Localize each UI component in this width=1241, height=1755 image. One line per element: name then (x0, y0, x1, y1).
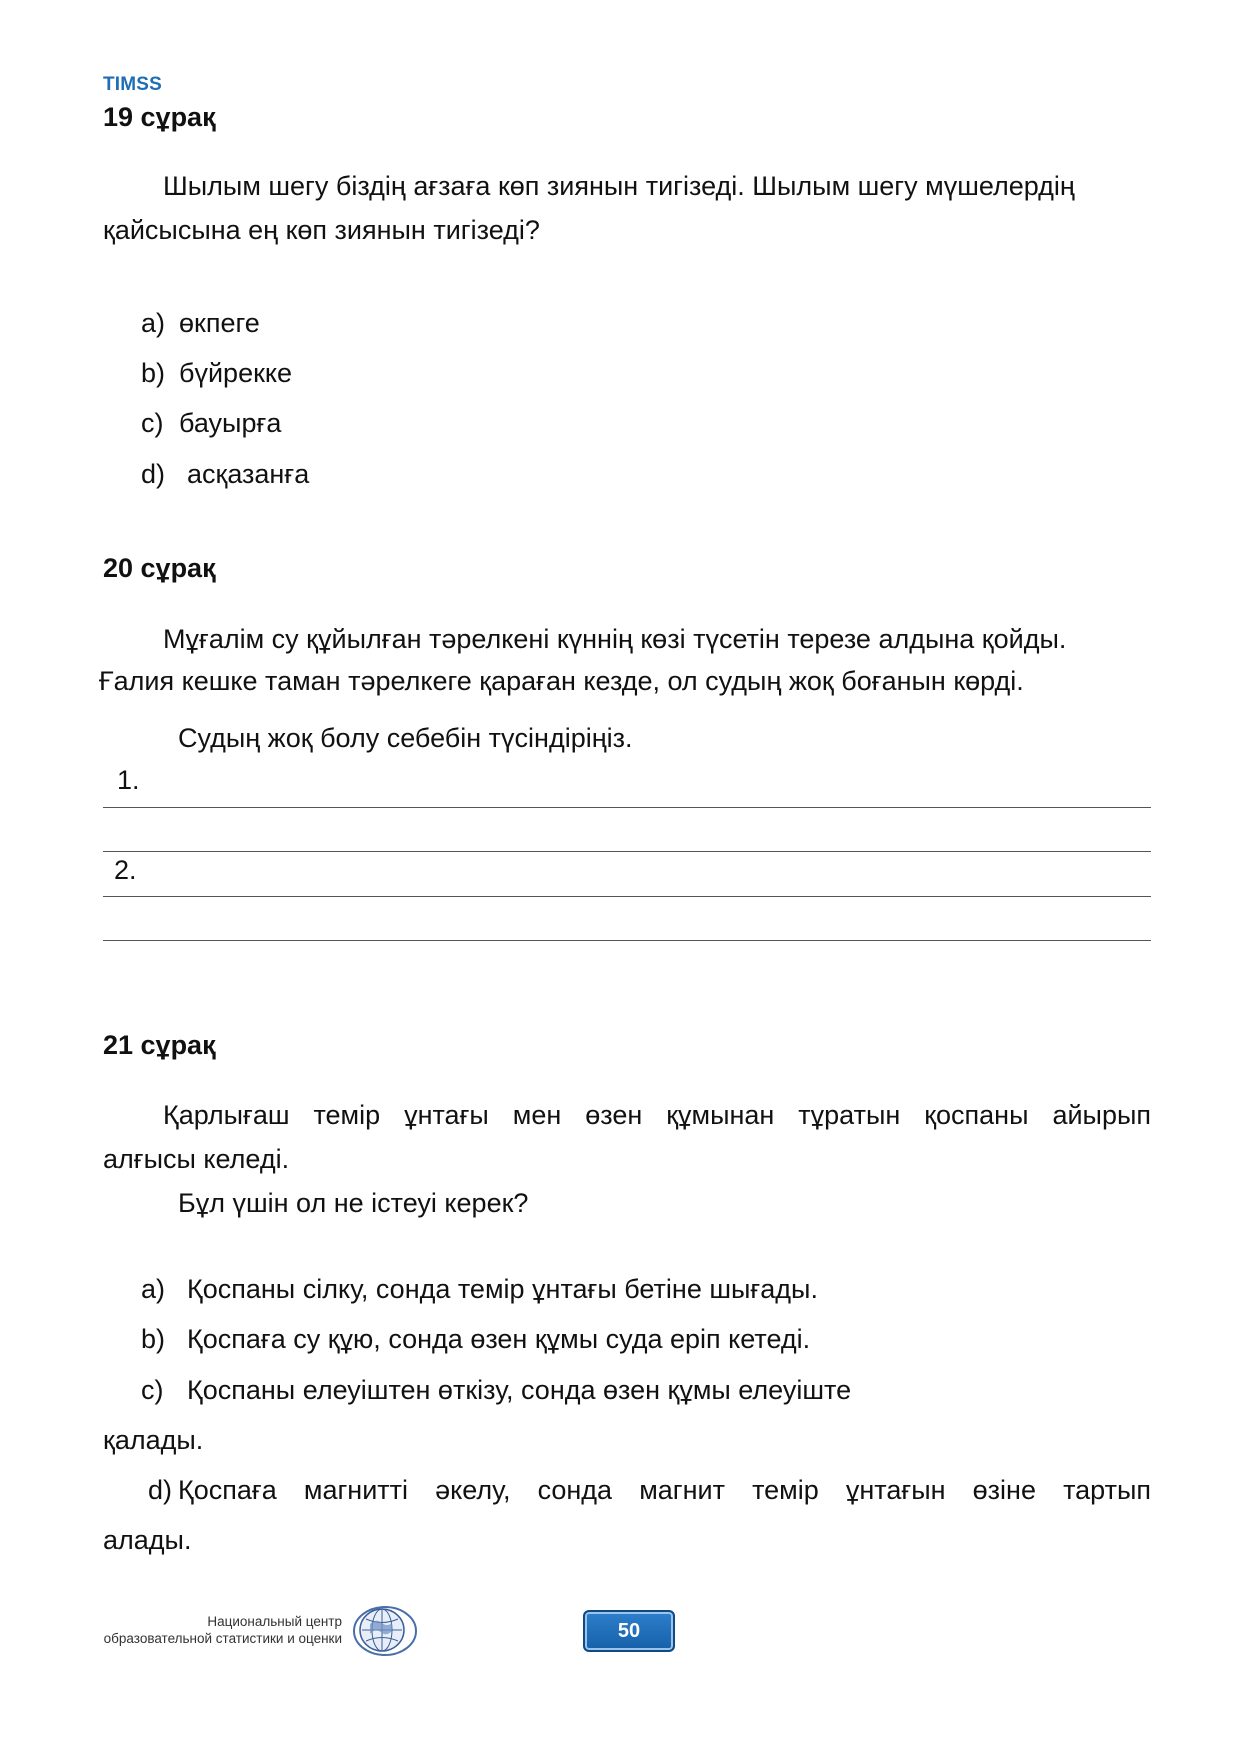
option-letter: a) (141, 1274, 166, 1304)
timss-header-label: TIMSS (103, 74, 163, 95)
question-20-prompt: Судың жоқ болу себебін түсіндіріңіз. (178, 723, 633, 753)
question-20-title: 20 сұрақ (103, 553, 216, 583)
question-21-text-line1: Қарлығаш темір ұнтағы мен өзен құмынан тұратын қоспаны айырып (163, 1100, 1151, 1130)
question-21-text-line2: алғысы келеді. (103, 1144, 290, 1174)
answer-line[interactable] (103, 807, 1151, 808)
org-name (90, 1613, 342, 1647)
answer-label-2: 2. (114, 855, 137, 885)
option-text: Қоспаны елеуіштен өткізу, сонда өзен құмы елеуіште (187, 1375, 852, 1405)
question-21-title: 21 сұрақ (103, 1030, 216, 1060)
answer-line[interactable] (103, 851, 1151, 852)
option-letter: b) (141, 1324, 166, 1354)
q19-option-c (141, 408, 282, 439)
q19-option-b (141, 358, 293, 389)
question-20-text-line1: Мұғалім су құйылған тәрелкені күннің көзі түсетін терезе алдына қойды. (163, 624, 1067, 654)
globe-logo-icon (352, 1604, 418, 1658)
q21-option-b (141, 1324, 811, 1355)
option-letter: d) (141, 459, 166, 489)
question-20-text-line2: Ғалия кешке таман тәрелкеге қараған кезде, ол судың жоқ боғанын көрді. (99, 666, 1024, 696)
answer-line[interactable] (103, 896, 1151, 897)
option-text: бауырға (179, 408, 282, 438)
question-19-title: 19 сұрақ (103, 102, 216, 132)
question-21-prompt: Бұл үшін ол не істеуі керек? (178, 1188, 529, 1218)
option-letter: c) (141, 408, 164, 438)
option-text: өкпеге (179, 308, 260, 338)
option-text: Қоспаға су құю, сонда өзен құмы суда еріп кетеді. (187, 1324, 811, 1354)
q19-option-a (141, 308, 260, 339)
option-text: бүйрекке (179, 358, 293, 388)
org-name-line1: Национальный центр (207, 1614, 342, 1629)
q21-option-c-continuation: қалады. (103, 1425, 204, 1455)
option-text: Қоспаны сілку, сонда темір ұнтағы бетіне шығады. (187, 1274, 818, 1304)
q21-option-c (141, 1375, 852, 1406)
q21-option-a (141, 1274, 818, 1305)
option-text: асқазанға (187, 459, 310, 489)
option-letter: b) (141, 358, 166, 388)
q19-option-d (141, 459, 310, 490)
question-19-text-line1: Шылым шегу біздің ағзаға көп зиянын тигізеді. Шылым шегу мүшелердің (163, 171, 1075, 201)
q21-option-d (148, 1475, 1151, 1506)
q21-option-d-continuation: алады. (103, 1525, 192, 1555)
option-letter: d) (148, 1475, 173, 1505)
page-number-badge: 50 (583, 1610, 675, 1652)
question-19-text-line2: қайсысына ең көп зиянын тигізеді? (103, 215, 540, 245)
org-name-line2: образовательной статистики и оценки (103, 1631, 342, 1646)
option-letter: a) (141, 308, 166, 338)
option-letter: c) (141, 1375, 164, 1405)
answer-label-1: 1. (117, 765, 140, 795)
answer-line[interactable] (103, 940, 1151, 941)
option-text: Қоспаға магнитті әкелу, сонда магнит темір ұнтағын өзіне тартып (178, 1475, 1151, 1505)
